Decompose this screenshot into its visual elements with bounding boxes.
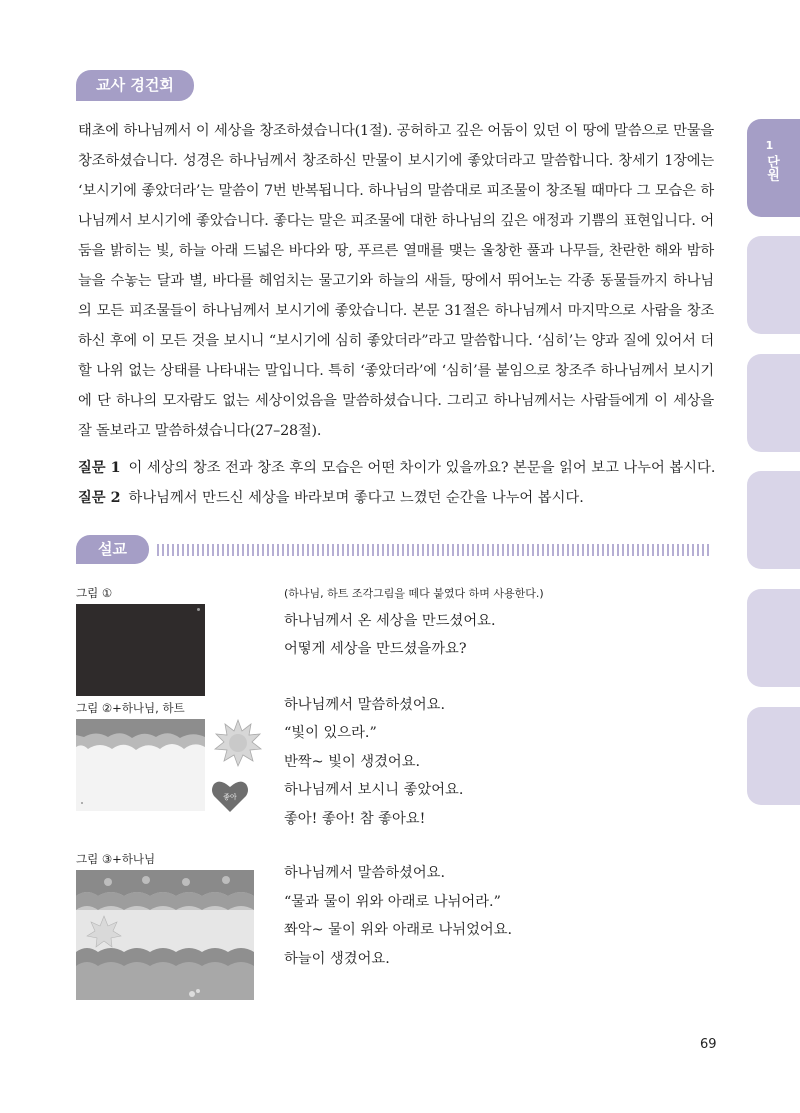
question-label: 질문 1 <box>78 460 121 476</box>
figure-label: 그림 ②+하나님, 하트 <box>76 701 185 715</box>
sermon-line: 반짝~ 빛이 생겼어요. <box>284 754 421 770</box>
sun-cutout-icon <box>213 718 263 768</box>
question-list <box>78 453 728 513</box>
section-title: 교사 경건회 <box>76 70 194 101</box>
chapter-tab-label: 단원 <box>764 155 779 181</box>
sermon-note: (하나님, 하트 조각그림을 떼다 붙였다 하며 사용한다.) <box>284 587 544 600</box>
chapter-tab[interactable] <box>747 589 800 687</box>
chapter-tab-1[interactable] <box>747 119 800 217</box>
question-item <box>78 453 728 483</box>
sermon-line: 하나님께서 말씀하셨어요. <box>284 865 446 881</box>
figure-label: 그림 ③+하나님 <box>76 852 156 866</box>
sermon-title: 설교 <box>76 535 149 564</box>
sermon-line: “물과 물이 위와 아래로 나뉘어라.” <box>284 894 501 910</box>
heart-label: 좋아 <box>223 793 237 801</box>
chapter-tab[interactable] <box>747 354 800 452</box>
sermon-line: “빛이 있으라.” <box>284 725 377 741</box>
sermon-line: 좋아! 좋아! 참 좋아요! <box>284 811 426 827</box>
chapter-tab[interactable] <box>747 236 800 334</box>
sermon-line: 하늘이 생겼어요. <box>284 951 390 967</box>
chapter-tab[interactable] <box>747 471 800 569</box>
sermon-line: 하나님께서 말씀하셨어요. <box>284 697 446 713</box>
devotion-body: 태초에 하나님께서 이 세상을 창조하셨습니다(1절). 공허하고 깊은 어둠이 있던 이 땅에 말씀으로 만물을 창조하셨습니다. 성경은 하나님께서 창조하신 만물이 보시기에 좋았더라고 말씀합니다. 창세기 1장에는 ‘보시기에 좋았더라’는 말씀이 7번 반복됩니다. 하나님의 말씀대로 피조물이 창조될 때마다 그 모습은 하나님께서 보시기에 좋았습니다. 좋다는 말은 피조물에 대한 하나님의 깊은 애정과 기쁨의 표현입니다. 어둠을 밝히는 빛, 하늘 아래 드넓은 바다와 땅, 푸르른 열매를 맺는 울창한 풀과 나무들, 찬란한 해와 밤하늘을 수놓는 달과 별, 바다를 헤엄치는 물고기와 하늘의 새들, 땅에서 뛰어노는 각종 동물들까지 하나님의 모든 피조물들이 하나님께서 보시기에 좋았습니다. 본문 31절은 하나님께서 마지막으로 사람을 창조하신 후에 이 모든 것을 보시니 “보시기에 심히 좋았더라”라고 말씀합니다. ‘심히’는 양과 질에 있어서 더할 나위 없는 상태를 나타내는 말입니다. 특히 ‘좋았더라’에 ‘심히’를 붙임으로 창조주 하나님께서 보시기에 단 하나의 모자람도 없는 세상이었음을 말씀하셨습니다. 그리고 하나님께서는 사람들에게 이 세상을 잘 돌보라고 말씀하셨습니다(27–28절). <box>78 123 714 439</box>
chapter-tab[interactable] <box>747 707 800 805</box>
figure-label: 그림 ① <box>76 586 113 600</box>
chapter-tab-number: 1 <box>765 139 774 152</box>
sermon-line: 하나님께서 보시니 좋았어요. <box>284 782 464 798</box>
heart-cutout-icon <box>210 776 250 816</box>
figure-3-waters-sky-image <box>76 870 254 1000</box>
figure-1-darkness-image <box>76 604 205 696</box>
sermon-line: 쫘악~ 물이 위와 아래로 나뉘었어요. <box>284 922 513 938</box>
question-text: 이 세상의 창조 전과 창조 후의 모습은 어떤 차이가 있을까요? 본문을 읽어 보고 나누어 봅시다. <box>128 460 716 476</box>
section-divider <box>157 544 712 556</box>
sermon-line: 하나님께서 온 세상을 만드셨어요. <box>284 613 496 629</box>
page-number: 69 <box>700 1037 717 1052</box>
question-label: 질문 2 <box>78 490 121 506</box>
figure-2-light-clouds-image <box>76 719 205 811</box>
question-text: 하나님께서 만드신 세상을 바라보며 좋다고 느꼈던 순간을 나누어 봅시다. <box>128 490 584 506</box>
sermon-line: 어떻게 세상을 만드셨을까요? <box>284 641 467 657</box>
question-item <box>78 483 728 513</box>
